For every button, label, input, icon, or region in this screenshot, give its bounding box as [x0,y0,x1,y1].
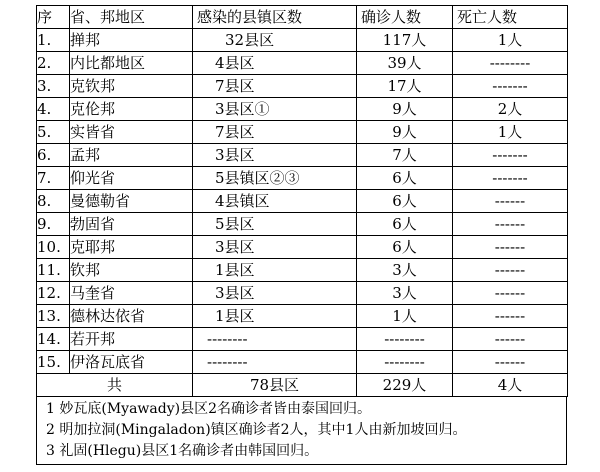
row-index: 9. [37,213,70,236]
footnote: 3 礼固(Hlegu)县区1名确诊者由韩国回归。 [46,443,319,459]
row-deaths: 1人 [453,29,568,52]
row-confirmed: -------- [357,351,453,374]
row-confirmed: 6人 [357,236,453,259]
row-deaths: 2人 [453,98,568,121]
table-row [37,259,568,282]
row-counties: 3县区 [193,144,357,167]
row-counties: -------- [193,351,357,374]
table-body [37,6,568,397]
row-deaths: ------ [453,236,568,259]
row-counties: 3县区① [193,98,357,121]
row-confirmed: 9人 [357,121,453,144]
row-counties: 7县区 [193,75,357,98]
row-region: 勃固省 [70,213,193,236]
row-region: 孟邦 [70,144,193,167]
row-confirmed: 39人 [357,52,453,75]
row-deaths: -------- [453,52,568,75]
table-row [37,213,568,236]
table-row [37,144,568,167]
row-counties: 32县区 [193,29,357,52]
row-confirmed: 17人 [357,75,453,98]
header-deaths: 死亡人数 [453,6,568,29]
row-index: 13. [37,305,70,328]
table-row [37,98,568,121]
row-counties: 1县区 [193,305,357,328]
row-index: 2. [37,52,70,75]
row-counties: -------- [193,328,357,351]
row-counties: 5县区 [193,213,357,236]
row-deaths: ------ [453,282,568,305]
total-label: 共 [37,374,193,397]
row-confirmed: 6人 [357,167,453,190]
table-row [37,29,568,52]
total-deaths: 4人 [453,374,568,397]
row-index: 6. [37,144,70,167]
row-deaths: ------ [453,305,568,328]
row-counties: 5县镇区②③ [193,167,357,190]
row-deaths: ------ [453,190,568,213]
row-deaths: ------ [453,259,568,282]
row-counties: 4县区 [193,52,357,75]
header-index: 序 [37,6,70,29]
row-region: 内比都地区 [70,52,193,75]
row-confirmed: 3人 [357,259,453,282]
footnote: 1 妙瓦底(Myawady)县区2名确诊者皆由泰国回归。 [46,401,371,417]
row-index: 12. [37,282,70,305]
row-counties: 7县区 [193,121,357,144]
total-row [37,374,568,397]
table-row [37,305,568,328]
row-counties: 1县区 [193,259,357,282]
row-index: 11. [37,259,70,282]
row-deaths: ------ [453,213,568,236]
row-index: 8. [37,190,70,213]
row-index: 14. [37,328,70,351]
header-row [37,6,568,29]
table-row [37,328,568,351]
row-index: 15. [37,351,70,374]
row-confirmed: 3人 [357,282,453,305]
footnotes [36,397,567,465]
row-confirmed: 9人 [357,98,453,121]
table-row [37,236,568,259]
footnote-cell [37,397,567,465]
row-region: 伊洛瓦底省 [70,351,193,374]
row-confirmed: 1人 [357,305,453,328]
row-region: 若开邦 [70,328,193,351]
header-counties: 感染的县镇区数 [193,6,357,29]
row-deaths: ------ [453,328,568,351]
footnote: 2 明加拉洞(Mingaladon)镇区确诊者2人，其中1人由新加坡回归。 [46,422,467,438]
table-row [37,167,568,190]
table-row [37,351,568,374]
row-deaths: ------- [453,167,568,190]
row-counties: 3县区 [193,236,357,259]
row-region: 克钦邦 [70,75,193,98]
cases-table [36,5,568,397]
row-confirmed: 6人 [357,213,453,236]
table-row [37,75,568,98]
row-confirmed: 7人 [357,144,453,167]
row-region: 克伦邦 [70,98,193,121]
row-index: 10. [37,236,70,259]
row-counties: 3县区 [193,282,357,305]
row-region: 仰光省 [70,167,193,190]
row-index: 5. [37,121,70,144]
row-deaths: ------- [453,75,568,98]
row-region: 掸邦 [70,29,193,52]
row-index: 1. [37,29,70,52]
row-confirmed: 117人 [357,29,453,52]
row-index: 7. [37,167,70,190]
row-deaths: ------- [453,144,568,167]
row-region: 实皆省 [70,121,193,144]
row-deaths: 1人 [453,121,568,144]
statistics-sheet [36,5,567,465]
row-region: 马奎省 [70,282,193,305]
header-confirmed: 确诊人数 [357,6,453,29]
row-counties: 4县镇区 [193,190,357,213]
table-row [37,121,568,144]
header-region: 省、邦地区 [70,6,193,29]
table-row [37,190,568,213]
total-counties: 78县区 [193,374,357,397]
table-row [37,52,568,75]
row-region: 克耶邦 [70,236,193,259]
row-confirmed: 6人 [357,190,453,213]
row-deaths: ------ [453,351,568,374]
row-region: 钦邦 [70,259,193,282]
row-index: 4. [37,98,70,121]
row-region: 德林达依省 [70,305,193,328]
total-confirmed: 229人 [357,374,453,397]
table-row [37,282,568,305]
row-index: 3. [37,75,70,98]
row-confirmed: -------- [357,328,453,351]
row-region: 曼德勒省 [70,190,193,213]
